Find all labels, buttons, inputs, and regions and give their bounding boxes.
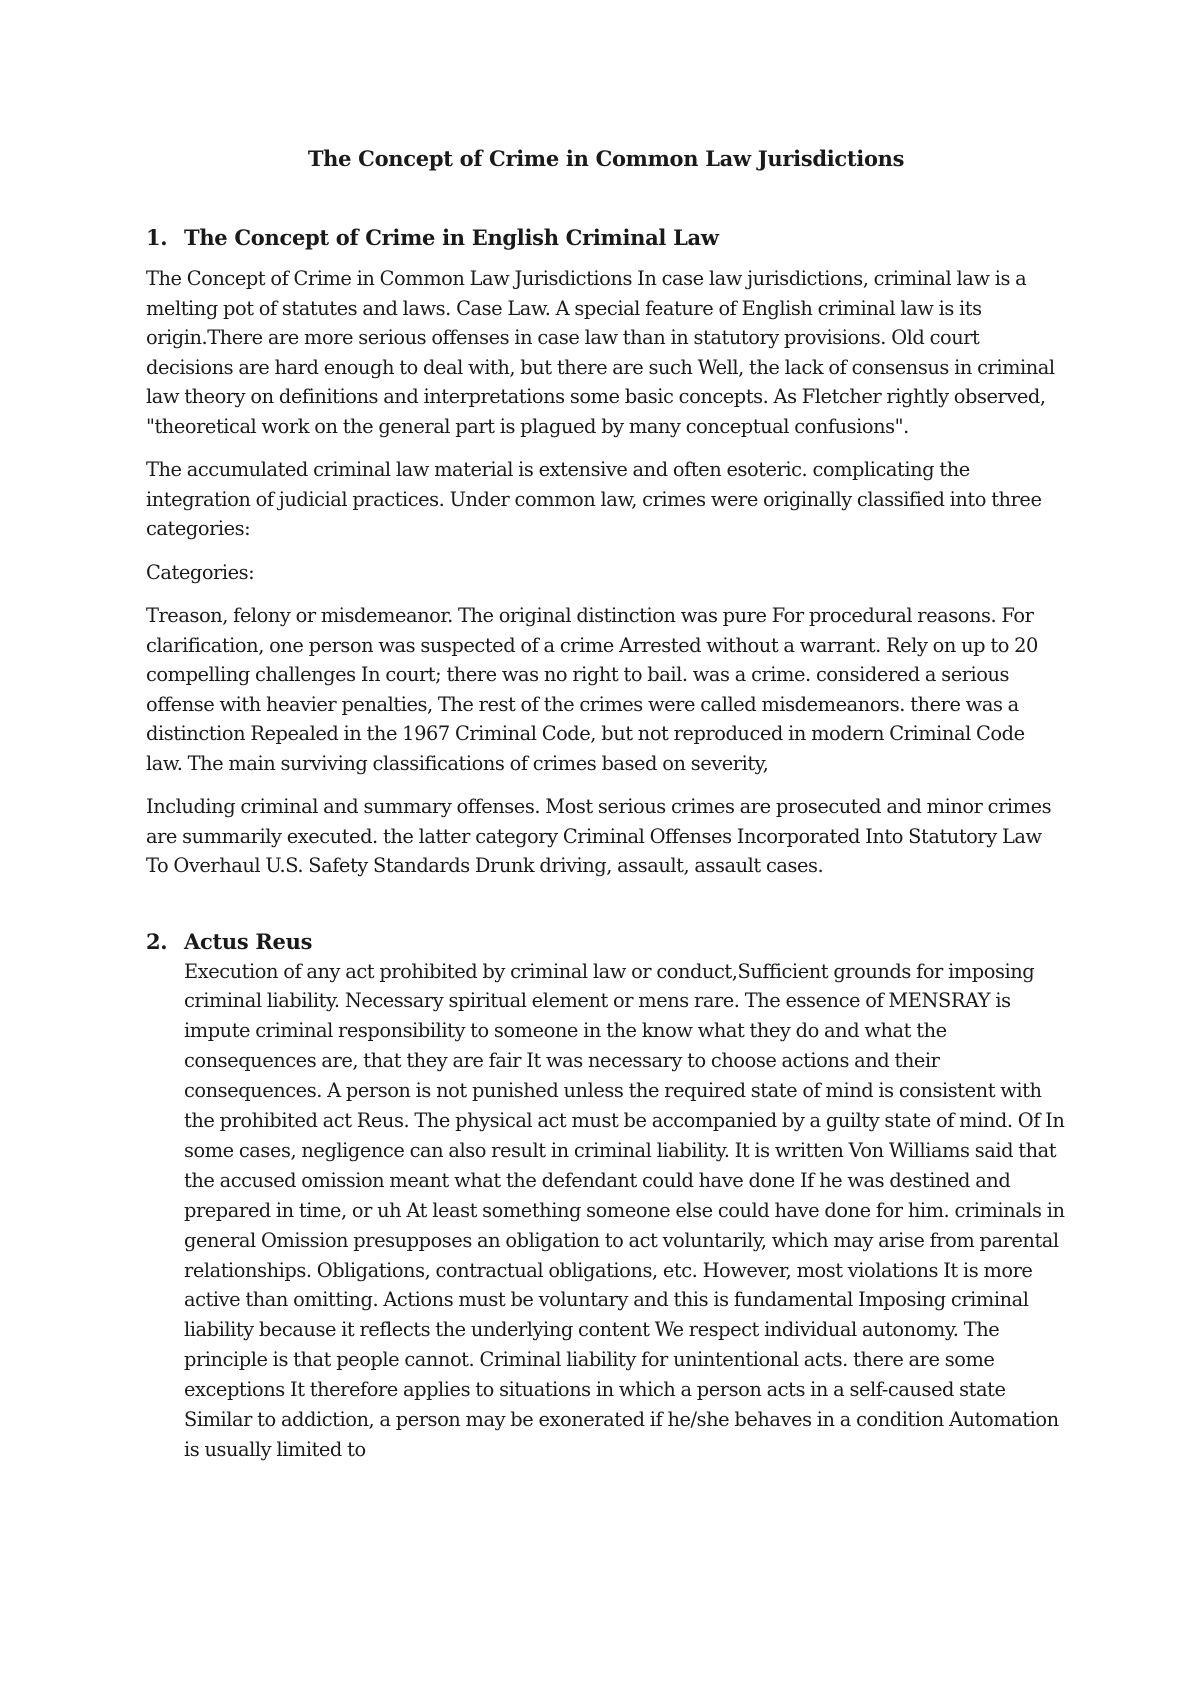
paragraph: Execution of any act prohibited by criminal law or conduct,Sufficient grounds for imposing criminal liability. Necessary spiritual element or mens rare. The essence of MENSRAY is impute criminal responsibility to someone in the know what they do and what the consequences are, that they are fair It was necessary to choose actions and their consequences. A person is not punished unless the required state of mind is consistent with the prohibited act Reus. The physical act must be accompanied by a guilty state of mind. Of In some cases, negligence can also result in criminal liability. It is written Von Williams said that the accused omission meant what the defendant could have done If he was destined and prepared in time, or uh At least something someone else could have done for him. criminals in general Omission presupposes an obligation to act voluntarily, which may arise from parental relationships. Obligations, contractual obligations, etc. However, most violations It is more active than omitting. Actions must be voluntary and this is fundamental Imposing criminal liability because it reflects the underlying content We respect individual autonomy. The principle is that people cannot. Criminal liability for unintentional acts. there are some exceptions It therefore applies to situations in which a person acts in a self-caused state Similar to addiction, a person may be exonerated if he/she behaves in a condition Automation is usually limited to (184, 959, 1065, 1461)
document-content (146, 144, 1066, 1465)
section-number: 2. (146, 928, 168, 954)
section-heading (146, 224, 1066, 252)
paragraph: Including criminal and summary offenses. Most serious crimes are prosecuted and minor crimes are summarily executed. the latter category Criminal Offenses Incorporated Into Statutory Law To Overhaul U.S. Safety Standards Drunk driving, assault, assault cases. (146, 795, 1052, 877)
section-heading (146, 927, 1066, 957)
paragraph: The accumulated criminal law material is extensive and often esoteric. complicating the integration of judicial practices. Under common law, crimes were originally classified into three categories: (146, 458, 1042, 540)
section-heading-text: Actus Reus (184, 928, 313, 954)
section-heading-text: The Concept of Crime in English Criminal Law (184, 225, 719, 250)
section-actus-reus (146, 927, 1066, 1465)
paragraph: The Concept of Crime in Common Law Jurisdictions In case law jurisdictions, criminal law is a melting pot of statutes and laws. Case Law. A special feature of English criminal law is its origin.There are more serious offenses in case law than in statutory provisions. Old court decisions are hard enough to deal with, but there are such Well, the lack of consensus in criminal law theory on definitions and interpretations some basic concepts. As Fletcher rightly observed, "theoretical work on the general part is plagued by many conceptual confusions". (146, 267, 1055, 438)
paragraph: Treason, felony or misdemeanor. The original distinction was pure For procedural reasons. For clarification, one person was suspected of a crime Arrested without a warrant. Rely on up to 20 compelling challenges In court; there was no right to bail. was a crime. considered a serious offense with heavier penalties, The rest of the crimes were called misdemeanors. there was a distinction Repealed in the 1967 Criminal Code, but not reproduced in modern Criminal Code law. The main surviving classifications of crimes based on severity, (146, 604, 1038, 775)
section-concept-of-crime (146, 224, 1066, 881)
document-title: The Concept of Crime in Common Law Jurisdictions (307, 146, 905, 171)
paragraph: Categories: (146, 560, 255, 584)
section-number: 1. (146, 225, 168, 250)
